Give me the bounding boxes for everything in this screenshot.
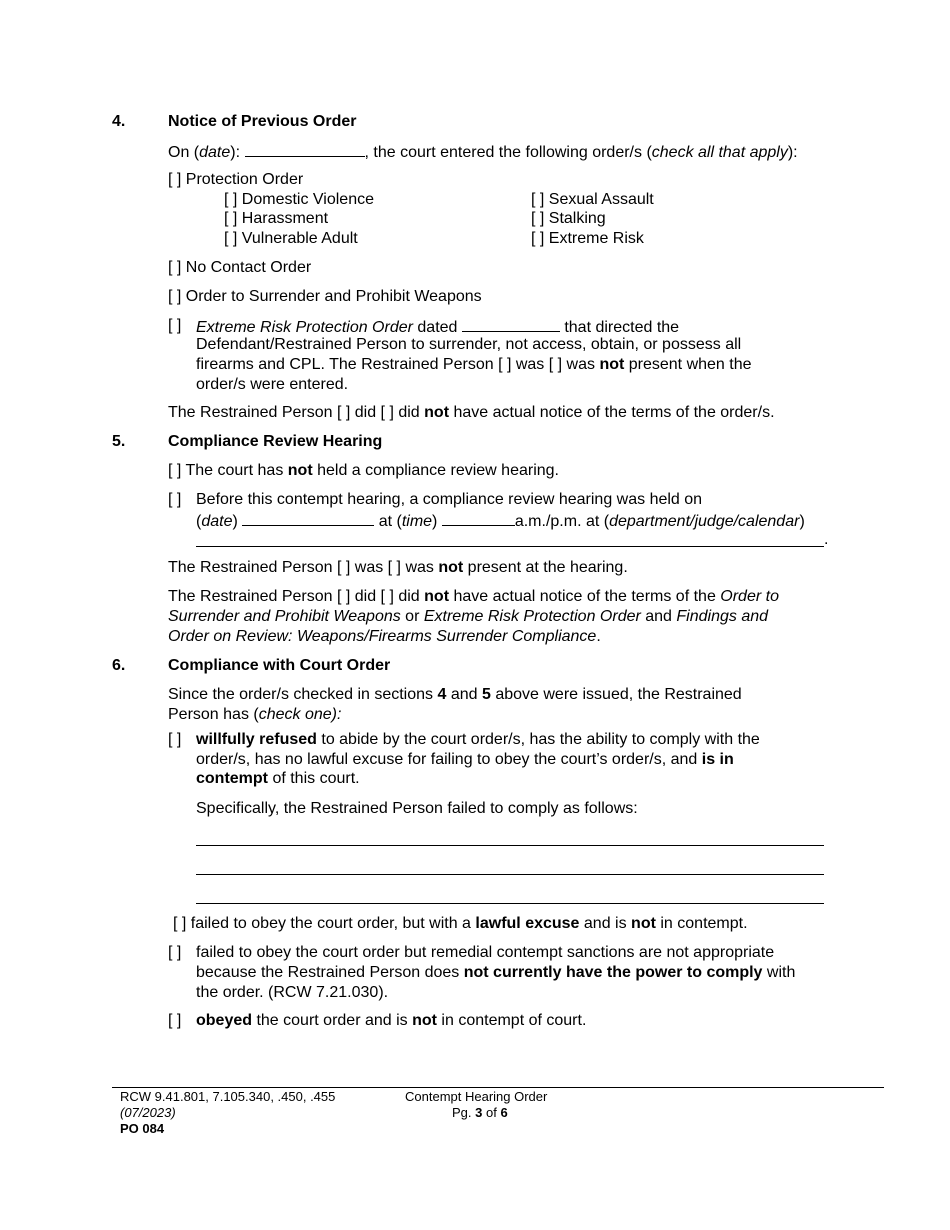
failed-to-comply-field-1[interactable] [196,845,824,846]
willfully-refused-line-3: contempt of this court. [196,770,360,787]
section-5-title: Compliance Review Hearing [168,433,383,450]
footer-page-number: Pg. 3 of 6 [452,1105,508,1120]
review-hearing-held-checkbox[interactable]: [ ] [168,491,182,508]
s5-notice-line-2: Surrender and Prohibit Weapons or Extreme Risk Protection Order and Findings and [168,608,769,625]
vulnerable-adult-checkbox[interactable]: [ ] Vulnerable Adult [224,230,358,247]
no-power-line-3: the order. (RCW 7.21.030). [196,984,389,1001]
no-power-line-1: failed to obey the court order but remedial contempt sanctions are not appropriate [196,944,775,961]
stalking-checkbox[interactable]: [ ] Stalking [531,210,606,227]
review-department-field[interactable] [196,546,824,547]
s5-present-at-hearing: The Restrained Person [ ] was [ ] was not present at the hearing. [168,559,628,576]
s6-intro-line-1: Since the order/s checked in sections 4 and 5 above were issued, the Restrained [168,686,742,703]
section-6-title: Compliance with Court Order [168,657,391,674]
s5-notice-line-1: The Restrained Person [ ] did [ ] did not have actual notice of the terms of the Order to [168,588,779,605]
erpo-line-4: order/s were entered. [196,376,349,393]
review-time-field[interactable] [442,510,515,526]
s6-intro-line-2: Person has (check one): [168,706,342,723]
footer-revision-date: (07/2023) [120,1105,176,1120]
failed-to-comply-field-3[interactable] [196,903,824,904]
failed-to-comply-label: Specifically, the Restrained Person failed to comply as follows: [196,800,638,817]
footer-form-number: PO 084 [120,1121,165,1136]
no-power-to-comply-checkbox[interactable]: [ ] [168,944,182,961]
previous-order-date-field[interactable] [245,141,365,157]
section-4-number: 4. [112,113,126,130]
section-6-number: 6. [112,657,126,674]
footer-rule [112,1087,884,1088]
extreme-risk-checkbox[interactable]: [ ] Extreme Risk [531,230,644,247]
domestic-violence-checkbox[interactable]: [ ] Domestic Violence [224,191,374,208]
obeyed-checkbox[interactable]: [ ] [168,1012,182,1029]
surrender-weapons-order-checkbox[interactable]: [ ] Order to Surrender and Prohibit Weapons [168,288,482,305]
willfully-refused-line-1: willfully refused to abide by the court order/s, has the ability to comply with the [196,731,760,748]
obeyed-line: obeyed the court order and is not in contempt of court. [196,1012,587,1029]
no-review-hearing-checkbox[interactable]: [ ] The court has not held a compliance review hearing. [168,462,559,479]
willfully-refused-checkbox[interactable]: [ ] [168,731,182,748]
review-department-period: . [824,531,829,548]
review-hearing-line-1: Before this contempt hearing, a compliance review hearing was held on [196,491,703,508]
protection-order-checkbox[interactable]: [ ] Protection Order [168,171,304,188]
review-date-field[interactable] [242,510,374,526]
s5-notice-line-3: Order on Review: Weapons/Firearms Surrender Compliance. [168,628,601,645]
s4-actual-notice: The Restrained Person [ ] did [ ] did not have actual notice of the terms of the order/s. [168,404,775,421]
review-hearing-line-2: (date) at (time) a.m./p.m. at (department/judge/calendar) [196,510,805,532]
previous-order-date-line: On (date): , the court entered the following order/s (check all that apply): [168,141,798,163]
erpo-line-1: Extreme Risk Protection Order dated that directed the [196,316,679,338]
lawful-excuse-checkbox[interactable]: [ ] failed to obey the court order, but with a lawful excuse and is not in contempt. [173,915,748,932]
sexual-assault-checkbox[interactable]: [ ] Sexual Assault [531,191,654,208]
footer-form-title: Contempt Hearing Order [405,1089,548,1104]
section-4-title: Notice of Previous Order [168,113,357,130]
harassment-checkbox[interactable]: [ ] Harassment [224,210,329,227]
erpo-line-2: Defendant/Restrained Person to surrender, not access, obtain, or possess all [196,336,742,353]
willfully-refused-line-2: order/s, has no lawful excuse for failing to obey the court’s order/s, and is in [196,751,734,768]
footer-rcw: RCW 9.41.801, 7.105.340, .450, .455 [120,1089,336,1104]
no-power-line-2: because the Restrained Person does not currently have the power to comply with [196,964,796,981]
erpo-date-field[interactable] [462,316,560,332]
failed-to-comply-field-2[interactable] [196,874,824,875]
erpo-checkbox[interactable]: [ ] [168,317,182,334]
erpo-line-3: firearms and CPL. The Restrained Person [ ] was [ ] was not present when the [196,356,752,373]
no-contact-order-checkbox[interactable]: [ ] No Contact Order [168,259,312,276]
section-5-number: 5. [112,433,126,450]
